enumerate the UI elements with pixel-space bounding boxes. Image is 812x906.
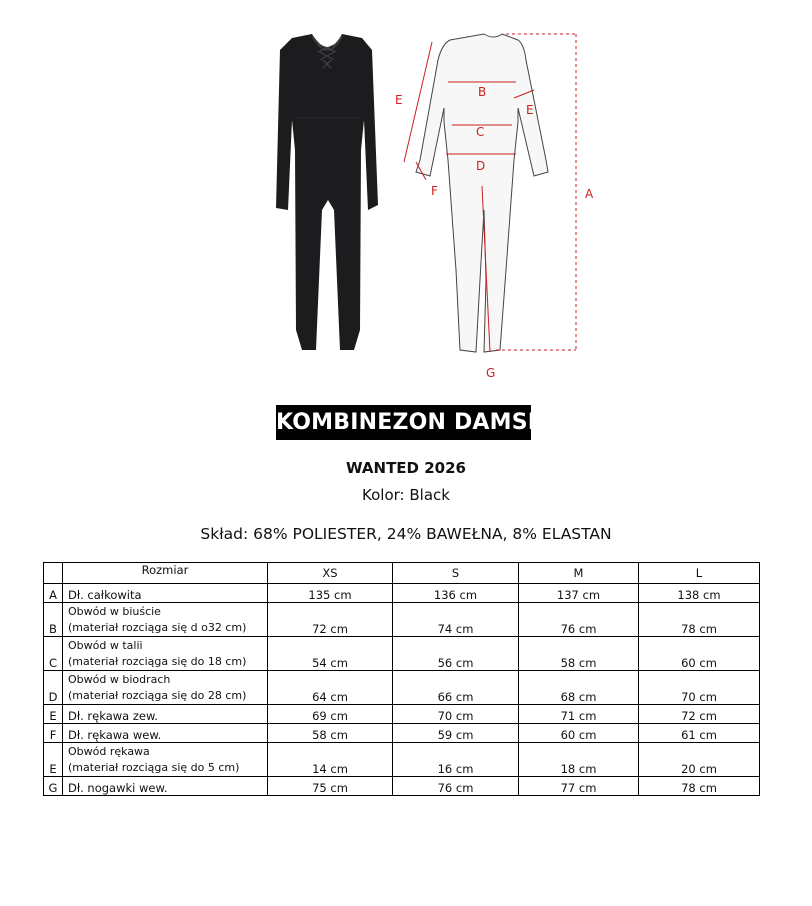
row-letter: B — [44, 603, 63, 637]
size-value-cell: 14 cm — [268, 743, 393, 777]
measure-note: (materiał rozciąga się d o32 cm) — [68, 621, 247, 634]
size-value-cell: 20 cm — [639, 743, 760, 777]
size-header-l: L — [639, 563, 760, 584]
table-row — [44, 705, 760, 724]
size-value-cell: 70 cm — [393, 705, 519, 724]
sketch-label-f: F — [431, 184, 438, 198]
sketch-label-d: D — [476, 159, 486, 173]
row-letter: D — [44, 671, 63, 705]
row-measure-name — [63, 603, 268, 637]
size-value-cell: 76 cm — [393, 777, 519, 796]
size-value-cell: 18 cm — [519, 743, 639, 777]
size-header-s: S — [393, 563, 519, 584]
row-letter: F — [44, 724, 63, 743]
row-measure-name — [63, 743, 268, 777]
row-letter: C — [44, 637, 63, 671]
table-row — [44, 743, 760, 777]
size-value-cell: 72 cm — [268, 603, 393, 637]
size-value-cell: 71 cm — [519, 705, 639, 724]
measure-label: Obwód w biodrach — [68, 673, 171, 686]
size-value-cell: 77 cm — [519, 777, 639, 796]
measure-note: (materiał rozciąga się do 18 cm) — [68, 655, 247, 668]
sketch-label-c: C — [476, 125, 485, 139]
row-letter: E — [44, 705, 63, 724]
size-value-cell: 60 cm — [519, 724, 639, 743]
measure-label: Obwód w talii — [68, 639, 143, 652]
row-letter: G — [44, 777, 63, 796]
table-row — [44, 777, 760, 796]
size-value-cell: 137 cm — [519, 584, 639, 603]
size-value-cell: 75 cm — [268, 777, 393, 796]
row-measure-name — [63, 637, 268, 671]
size-value-cell: 59 cm — [393, 724, 519, 743]
size-header-xs: XS — [268, 563, 393, 584]
row-letter: E — [44, 743, 63, 777]
size-table — [43, 562, 760, 796]
measurement-sketch — [396, 30, 592, 382]
size-value-cell: 69 cm — [268, 705, 393, 724]
row-measure-name: Dł. nogawki wew. — [63, 777, 268, 796]
size-header-row — [44, 563, 760, 584]
table-row — [44, 724, 760, 743]
measure-label: Obwód w biuście — [68, 605, 161, 618]
sketch-label-e-outer: E — [395, 93, 403, 107]
row-letter: A — [44, 584, 63, 603]
table-row — [44, 671, 760, 705]
sketch-label-a: A — [585, 187, 594, 201]
size-value-cell: 135 cm — [268, 584, 393, 603]
size-value-cell: 76 cm — [519, 603, 639, 637]
row-measure-name: Dł. całkowita — [63, 584, 268, 603]
size-value-cell: 58 cm — [268, 724, 393, 743]
size-header-label: Rozmiar — [63, 563, 268, 584]
sketch-label-b: B — [478, 85, 487, 99]
table-row — [44, 603, 760, 637]
color-line: Kolor: Black — [362, 486, 450, 504]
header-blank-cell — [44, 563, 63, 584]
size-value-cell: 60 cm — [639, 637, 760, 671]
measure-note: (materiał rozciąga się do 5 cm) — [68, 761, 240, 774]
size-value-cell: 54 cm — [268, 637, 393, 671]
product-photo — [268, 30, 388, 360]
size-value-cell: 78 cm — [639, 603, 760, 637]
product-title: KOMBINEZON DAMSKI — [276, 405, 531, 440]
sketch-label-e-circ: E — [526, 103, 534, 117]
measure-label: Obwód rękawa — [68, 745, 150, 758]
size-value-cell: 68 cm — [519, 671, 639, 705]
size-header-m: M — [519, 563, 639, 584]
size-value-cell: 64 cm — [268, 671, 393, 705]
size-value-cell: 61 cm — [639, 724, 760, 743]
size-value-cell: 56 cm — [393, 637, 519, 671]
size-value-cell: 136 cm — [393, 584, 519, 603]
size-value-cell: 66 cm — [393, 671, 519, 705]
row-measure-name: Dł. rękawa wew. — [63, 724, 268, 743]
composition-line: Skład: 68% POLIESTER, 24% BAWEŁNA, 8% ELASTAN — [200, 525, 612, 543]
size-value-cell: 72 cm — [639, 705, 760, 724]
size-value-cell: 138 cm — [639, 584, 760, 603]
row-measure-name: Dł. rękawa zew. — [63, 705, 268, 724]
measure-note: (materiał rozciąga się do 28 cm) — [68, 689, 247, 702]
size-value-cell: 70 cm — [639, 671, 760, 705]
size-value-cell: 58 cm — [519, 637, 639, 671]
size-value-cell: 16 cm — [393, 743, 519, 777]
row-measure-name — [63, 671, 268, 705]
sketch-label-g: G — [486, 366, 496, 380]
model-name: WANTED 2026 — [346, 459, 466, 477]
size-value-cell: 78 cm — [639, 777, 760, 796]
table-row — [44, 637, 760, 671]
size-value-cell: 74 cm — [393, 603, 519, 637]
table-row — [44, 584, 760, 603]
